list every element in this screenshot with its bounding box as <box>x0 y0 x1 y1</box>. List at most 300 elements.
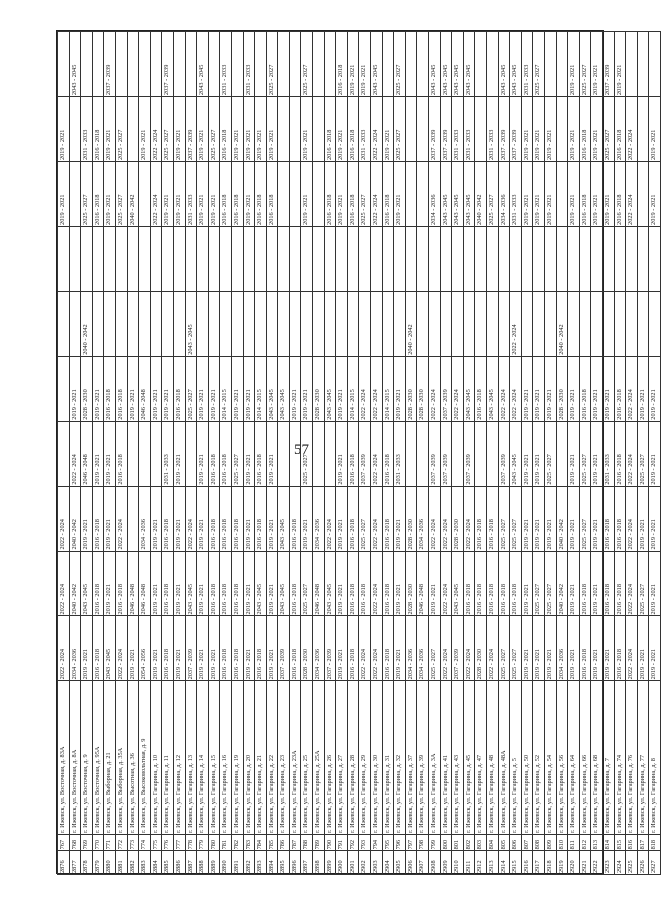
period-cell: 2025 - 2027 <box>579 486 591 551</box>
period-cell: 2037 - 2039 <box>162 32 174 97</box>
item-number-cell: 786 <box>278 834 290 851</box>
period-cell: 2019 - 2021 <box>544 97 556 162</box>
address-cell: г. Ижевск, ул. Высоковольтная, д. 9 <box>139 681 151 834</box>
address-cell: г. Ижевск, ул. Гагарина, д. 52 <box>533 681 545 834</box>
period-cell: 2034 - 2036 <box>139 486 151 551</box>
period-cell <box>278 421 290 486</box>
period-cell <box>115 32 127 97</box>
period-cell: 2016 - 2018 <box>579 162 591 227</box>
period-cell <box>417 291 429 356</box>
period-cell: 2016 - 2018 <box>92 97 104 162</box>
period-cell: 2043 - 2045 <box>324 356 336 421</box>
row-id-cell: 2903 <box>371 851 383 875</box>
period-cell: 2016 - 2018 <box>602 551 614 616</box>
period-cell <box>452 226 464 291</box>
table-row <box>81 32 93 875</box>
period-cell: 2025 - 2027 <box>602 97 614 162</box>
period-cell: 2019 - 2021 <box>602 162 614 227</box>
period-cell: 2019 - 2021 <box>197 97 209 162</box>
period-cell: 2025 - 2027 <box>579 421 591 486</box>
period-cell: 2040 - 2042 <box>556 291 568 356</box>
row-id-cell: 2880 <box>104 851 116 875</box>
period-cell: 2016 - 2018 <box>289 616 301 681</box>
period-cell: 2040 - 2042 <box>405 291 417 356</box>
item-number-cell: 789 <box>313 834 325 851</box>
item-number-cell: 807 <box>521 834 533 851</box>
address-cell: г. Ижевск, ул. Гагарина, д. 45 <box>463 681 475 834</box>
period-cell: 2016 - 2018 <box>92 551 104 616</box>
address-cell: г. Ижевск, ул. Гагарина, д. 15 <box>208 681 220 834</box>
period-cell <box>429 226 441 291</box>
period-cell <box>289 291 301 356</box>
item-number-cell: 814 <box>602 834 614 851</box>
period-cell: 2019 - 2021 <box>266 551 278 616</box>
period-cell: 2025 - 2027 <box>498 486 510 551</box>
period-cell: 2040 - 2042 <box>556 486 568 551</box>
period-cell <box>626 32 638 97</box>
table-row <box>440 32 452 875</box>
period-cell <box>556 226 568 291</box>
period-cell: 2016 - 2018 <box>255 616 267 681</box>
period-cell: 2019 - 2021 <box>591 162 603 227</box>
table-row <box>382 32 394 875</box>
period-cell: 2016 - 2018 <box>208 486 220 551</box>
page-number: 57 <box>294 442 309 458</box>
period-cell: 2037 - 2039 <box>359 421 371 486</box>
period-cell: 2025 - 2027 <box>637 551 649 616</box>
period-cell: 2016 - 2018 <box>579 616 591 681</box>
period-cell: 2019 - 2021 <box>243 97 255 162</box>
period-cell: 2043 - 2045 <box>440 32 452 97</box>
period-cell: 2043 - 2045 <box>185 551 197 616</box>
period-cell <box>81 226 93 291</box>
period-cell: 2016 - 2018 <box>231 551 243 616</box>
period-cell: 2019 - 2021 <box>58 162 70 227</box>
period-cell: 2019 - 2021 <box>173 162 185 227</box>
address-cell: г. Ижевск, ул. Гагарина, д. 37 <box>405 681 417 834</box>
period-cell: 2019 - 2021 <box>301 97 313 162</box>
row-id-cell: 2927 <box>649 851 661 875</box>
period-cell: 2037 - 2039 <box>104 32 116 97</box>
period-cell: 2019 - 2021 <box>568 356 580 421</box>
item-number-cell: 808 <box>533 834 545 851</box>
address-cell: г. Ижевск, ул. Гагарина, д. 41 <box>440 681 452 834</box>
period-cell: 2028 - 2030 <box>301 616 313 681</box>
period-cell <box>313 32 325 97</box>
table-row <box>92 32 104 875</box>
row-id-cell: 2887 <box>185 851 197 875</box>
period-cell <box>208 32 220 97</box>
address-cell: г. Ижевск, ул. Гагарина, д. 26 <box>324 681 336 834</box>
rotated-table-container <box>57 31 658 875</box>
period-cell: 2019 - 2021 <box>544 486 556 551</box>
table-row <box>544 32 556 875</box>
period-cell <box>649 226 661 291</box>
period-cell <box>255 32 267 97</box>
period-cell: 2037 - 2039 <box>440 356 452 421</box>
period-cell <box>173 32 185 97</box>
period-cell: 2025 - 2027 <box>208 97 220 162</box>
period-cell <box>324 291 336 356</box>
period-cell: 2016 - 2018 <box>614 162 626 227</box>
row-id-cell: 2896 <box>289 851 301 875</box>
period-cell: 2022 - 2024 <box>185 486 197 551</box>
period-cell <box>521 226 533 291</box>
period-cell: 2037 - 2039 <box>440 97 452 162</box>
period-cell <box>637 97 649 162</box>
period-cell <box>185 226 197 291</box>
period-cell <box>58 226 70 291</box>
period-cell <box>92 226 104 291</box>
period-cell: 2031 - 2033 <box>81 97 93 162</box>
period-cell: 2019 - 2021 <box>104 421 116 486</box>
period-cell: 2022 - 2024 <box>498 356 510 421</box>
table-row <box>220 32 232 875</box>
period-cell: 2037 - 2039 <box>510 97 522 162</box>
period-cell: 2019 - 2021 <box>231 97 243 162</box>
address-cell: г. Ижевск, ул. Гагарина, д. 21 <box>255 681 267 834</box>
period-cell: 2019 - 2021 <box>649 486 661 551</box>
period-cell <box>313 162 325 227</box>
period-cell <box>405 32 417 97</box>
period-cell: 2022 - 2024 <box>359 356 371 421</box>
period-cell: 2037 - 2039 <box>498 421 510 486</box>
period-cell: 2040 - 2042 <box>475 162 487 227</box>
table-row <box>162 32 174 875</box>
item-number-cell: 809 <box>544 834 556 851</box>
period-cell: 2019 - 2021 <box>649 421 661 486</box>
item-number-cell: 779 <box>197 834 209 851</box>
period-cell <box>185 32 197 97</box>
period-cell: 2016 - 2018 <box>255 162 267 227</box>
address-cell: г. Ижевск, ул. Восточная, д. 83А <box>58 681 70 834</box>
period-cell <box>510 226 522 291</box>
period-cell: 2025 - 2027 <box>637 421 649 486</box>
period-cell <box>626 291 638 356</box>
period-cell: 2034 - 2036 <box>313 616 325 681</box>
period-cell <box>382 32 394 97</box>
period-cell: 2034 - 2036 <box>313 486 325 551</box>
period-cell: 2016 - 2018 <box>614 486 626 551</box>
period-cell: 2046 - 2048 <box>139 356 151 421</box>
period-cell <box>521 291 533 356</box>
item-number-cell: 781 <box>220 834 232 851</box>
period-cell <box>440 291 452 356</box>
period-cell: 2025 - 2027 <box>498 616 510 681</box>
period-cell: 2031 - 2033 <box>162 421 174 486</box>
period-cell: 2025 - 2027 <box>533 551 545 616</box>
period-cell <box>266 291 278 356</box>
period-cell: 2019 - 2021 <box>614 32 626 97</box>
period-cell: 2028 - 2030 <box>556 356 568 421</box>
period-cell: 2019 - 2021 <box>591 356 603 421</box>
address-cell: г. Ижевск, ул. Гагарина, д. 77 <box>637 681 649 834</box>
period-cell: 2019 - 2021 <box>197 162 209 227</box>
period-cell: 2043 - 2045 <box>278 551 290 616</box>
period-cell <box>486 291 498 356</box>
row-id-cell: 2907 <box>417 851 429 875</box>
period-cell: 2016 - 2018 <box>382 551 394 616</box>
period-cell <box>440 226 452 291</box>
period-cell: 2019 - 2021 <box>104 486 116 551</box>
period-cell: 2019 - 2021 <box>336 421 348 486</box>
table-row <box>336 32 348 875</box>
item-number-cell: 770 <box>92 834 104 851</box>
period-cell: 2043 - 2045 <box>324 551 336 616</box>
row-id-cell: 2918 <box>544 851 556 875</box>
period-cell: 2016 - 2018 <box>486 486 498 551</box>
period-cell: 2016 - 2018 <box>614 551 626 616</box>
period-cell: 2034 - 2036 <box>417 486 429 551</box>
address-cell: г. Ижевск, ул. Гагарина, д. 12 <box>173 681 185 834</box>
address-cell: г. Ижевск, ул. Восточная, д. 95А <box>92 681 104 834</box>
period-cell: 2040 - 2042 <box>69 486 81 551</box>
period-cell: 2016 - 2018 <box>347 551 359 616</box>
period-cell <box>452 421 464 486</box>
period-cell <box>231 32 243 97</box>
period-cell: 2019 - 2021 <box>591 97 603 162</box>
address-cell: г. Ижевск, ул. Гагарина, д. 27 <box>336 681 348 834</box>
period-cell: 2019 - 2021 <box>150 551 162 616</box>
period-cell <box>602 226 614 291</box>
period-cell: 2019 - 2021 <box>568 32 580 97</box>
period-cell: 2014 - 2015 <box>220 356 232 421</box>
period-cell: 2019 - 2021 <box>429 551 441 616</box>
address-cell: г. Ижевск, ул. Гагарина, д. 14 <box>197 681 209 834</box>
item-number-cell: 774 <box>139 834 151 851</box>
item-number-cell: 783 <box>243 834 255 851</box>
period-cell: 2019 - 2021 <box>173 97 185 162</box>
period-cell <box>324 421 336 486</box>
table-row <box>278 32 290 875</box>
row-id-cell: 2919 <box>556 851 568 875</box>
period-cell: 2019 - 2021 <box>208 162 220 227</box>
period-cell <box>150 32 162 97</box>
period-cell: 2016 - 2018 <box>220 421 232 486</box>
row-id-cell: 2890 <box>220 851 232 875</box>
table-row <box>417 32 429 875</box>
period-cell <box>243 226 255 291</box>
period-cell: 2016 - 2018 <box>162 486 174 551</box>
period-cell: 2031 - 2033 <box>463 97 475 162</box>
period-cell <box>544 226 556 291</box>
period-cell: 2019 - 2021 <box>104 551 116 616</box>
item-number-cell: 782 <box>231 834 243 851</box>
row-id-cell: 2923 <box>602 851 614 875</box>
address-cell: г. Ижевск, ул. Гагарина, д. 39 <box>417 681 429 834</box>
period-cell: 2022 - 2024 <box>58 551 70 616</box>
period-cell: 2022 - 2024 <box>440 551 452 616</box>
period-cell: 2019 - 2021 <box>533 486 545 551</box>
item-number-cell: 794 <box>371 834 383 851</box>
period-cell: 2043 - 2045 <box>266 356 278 421</box>
period-cell: 2019 - 2021 <box>58 97 70 162</box>
period-cell <box>498 291 510 356</box>
row-id-cell: 2898 <box>313 851 325 875</box>
period-cell: 2014 - 2015 <box>382 356 394 421</box>
period-cell: 2025 - 2027 <box>579 32 591 97</box>
period-cell: 2043 - 2045 <box>510 32 522 97</box>
period-cell <box>602 291 614 356</box>
period-cell: 2040 - 2042 <box>69 551 81 616</box>
period-cell: 2037 - 2039 <box>185 616 197 681</box>
period-cell: 2016 - 2018 <box>324 97 336 162</box>
period-cell: 2046 - 2048 <box>139 551 151 616</box>
period-cell: 2025 - 2027 <box>486 162 498 227</box>
period-cell: 2019 - 2021 <box>336 551 348 616</box>
period-cell: 2019 - 2021 <box>533 616 545 681</box>
period-cell <box>278 32 290 97</box>
address-cell: г. Ижевск, ул. Гагарина, д. 54 <box>544 681 556 834</box>
period-cell: 2025 - 2027 <box>359 486 371 551</box>
period-cell: 2016 - 2018 <box>347 97 359 162</box>
period-cell: 2022 - 2024 <box>626 616 638 681</box>
period-cell: 2043 - 2045 <box>452 162 464 227</box>
period-cell: 2019 - 2021 <box>602 356 614 421</box>
row-id-cell: 2894 <box>266 851 278 875</box>
item-number-cell: 815 <box>614 834 626 851</box>
row-id-cell: 2913 <box>486 851 498 875</box>
period-cell: 2022 - 2024 <box>150 162 162 227</box>
period-cell: 2043 - 2045 <box>104 616 116 681</box>
item-number-cell: 812 <box>579 834 591 851</box>
item-number-cell: 799 <box>429 834 441 851</box>
period-cell <box>637 291 649 356</box>
period-cell <box>313 421 325 486</box>
period-cell <box>150 226 162 291</box>
table-row <box>579 32 591 875</box>
table-row <box>614 32 626 875</box>
row-id-cell: 2924 <box>614 851 626 875</box>
period-cell: 2022 - 2024 <box>371 97 383 162</box>
period-cell: 2022 - 2024 <box>510 356 522 421</box>
row-id-cell: 2884 <box>150 851 162 875</box>
period-cell: 2028 - 2030 <box>81 356 93 421</box>
period-cell: 2019 - 2021 <box>359 32 371 97</box>
period-cell: 2016 - 2018 <box>220 616 232 681</box>
period-cell: 2031 - 2033 <box>359 97 371 162</box>
period-cell: 2022 - 2024 <box>371 486 383 551</box>
period-cell: 2025 - 2027 <box>266 32 278 97</box>
table-row <box>568 32 580 875</box>
table-row <box>486 32 498 875</box>
period-cell: 2019 - 2021 <box>568 486 580 551</box>
period-cell: 2025 - 2027 <box>544 421 556 486</box>
row-id-cell: 2906 <box>405 851 417 875</box>
period-cell: 2019 - 2021 <box>127 616 139 681</box>
period-cell: 2019 - 2021 <box>197 486 209 551</box>
item-number-cell: 813 <box>591 834 603 851</box>
row-id-cell: 2902 <box>359 851 371 875</box>
address-cell: г. Ижевск, ул. Гагарина, д. 48 <box>486 681 498 834</box>
period-cell: 2034 - 2036 <box>417 616 429 681</box>
item-number-cell: 817 <box>637 834 649 851</box>
period-cell: 2043 - 2045 <box>429 32 441 97</box>
period-cell <box>429 291 441 356</box>
period-cell <box>417 421 429 486</box>
row-id-cell: 2876 <box>58 851 70 875</box>
period-cell: 2019 - 2021 <box>591 32 603 97</box>
period-cell: 2019 - 2021 <box>104 97 116 162</box>
period-cell: 2016 - 2018 <box>475 551 487 616</box>
period-cell: 2019 - 2021 <box>544 162 556 227</box>
period-cell <box>139 291 151 356</box>
item-number-cell: 810 <box>556 834 568 851</box>
period-cell <box>278 162 290 227</box>
period-cell: 2019 - 2021 <box>544 616 556 681</box>
period-cell: 2025 - 2027 <box>301 32 313 97</box>
row-id-cell: 2889 <box>208 851 220 875</box>
period-cell <box>127 421 139 486</box>
period-cell <box>255 226 267 291</box>
period-cell: 2043 - 2045 <box>463 356 475 421</box>
period-cell: 2016 - 2018 <box>92 486 104 551</box>
address-cell: г. Ижевск, ул. Гагарина, д. 19 <box>231 681 243 834</box>
period-cell: 2016 - 2018 <box>382 486 394 551</box>
period-cell <box>475 32 487 97</box>
period-cell: 2037 - 2039 <box>602 32 614 97</box>
period-cell: 2016 - 2018 <box>104 356 116 421</box>
period-cell: 2022 - 2024 <box>371 356 383 421</box>
period-cell: 2019 - 2021 <box>649 97 661 162</box>
row-id-cell: 2879 <box>92 851 104 875</box>
period-cell: 2016 - 2018 <box>614 356 626 421</box>
period-cell <box>336 226 348 291</box>
period-cell: 2031 - 2033 <box>486 97 498 162</box>
period-cell: 2019 - 2021 <box>602 616 614 681</box>
period-cell <box>637 226 649 291</box>
period-cell: 2046 - 2048 <box>127 551 139 616</box>
period-cell: 2019 - 2021 <box>394 356 406 421</box>
period-cell: 2028 - 2030 <box>452 486 464 551</box>
period-cell <box>533 226 545 291</box>
period-cell: 2019 - 2021 <box>336 162 348 227</box>
period-cell: 2028 - 2030 <box>417 356 429 421</box>
item-number-cell: 793 <box>359 834 371 851</box>
table-row <box>591 32 603 875</box>
table-row <box>371 32 383 875</box>
period-cell <box>69 97 81 162</box>
register-sheet <box>56 30 658 874</box>
period-cell: 2016 - 2018 <box>220 486 232 551</box>
period-cell <box>289 421 301 486</box>
period-cell <box>556 162 568 227</box>
period-cell: 2031 - 2033 <box>521 32 533 97</box>
period-cell: 2019 - 2021 <box>150 356 162 421</box>
period-cell: 2046 - 2048 <box>81 421 93 486</box>
period-cell <box>313 291 325 356</box>
row-id-cell: 2892 <box>243 851 255 875</box>
period-cell: 2019 - 2021 <box>568 551 580 616</box>
period-cell: 2019 - 2021 <box>394 616 406 681</box>
period-cell: 2022 - 2024 <box>510 291 522 356</box>
period-cell: 2019 - 2021 <box>173 421 185 486</box>
period-cell: 2019 - 2021 <box>104 162 116 227</box>
period-cell <box>313 97 325 162</box>
period-cell: 2022 - 2024 <box>626 162 638 227</box>
period-cell: 2022 - 2024 <box>486 616 498 681</box>
period-cell: 2016 - 2018 <box>220 551 232 616</box>
period-cell: 2019 - 2021 <box>336 356 348 421</box>
table-body <box>58 32 661 875</box>
table-row <box>405 32 417 875</box>
period-cell <box>208 226 220 291</box>
period-cell: 2019 - 2021 <box>336 616 348 681</box>
period-cell <box>92 32 104 97</box>
period-cell <box>463 291 475 356</box>
period-cell: 2016 - 2018 <box>115 356 127 421</box>
period-cell: 2016 - 2018 <box>347 421 359 486</box>
